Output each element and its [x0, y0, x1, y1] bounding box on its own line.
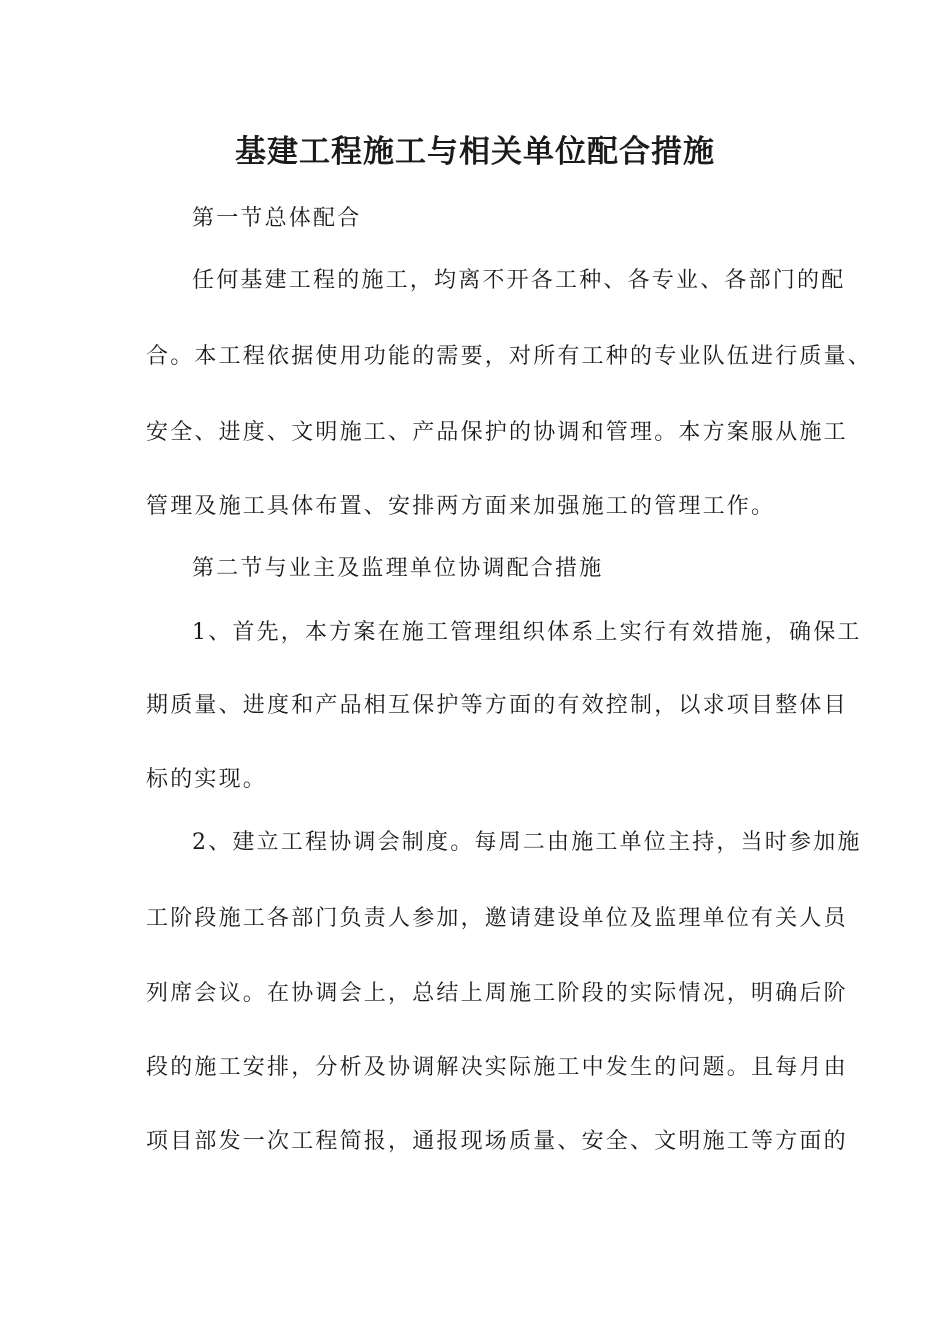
paragraph-line: 工阶段施工各部门负责人参加，邀请建设单位及监理单位有关人员: [146, 906, 848, 931]
paragraph-line: 标的实现。: [146, 767, 268, 792]
paragraph-line: 安全、进度、文明施工、产品保护的协调和管理。本方案服从施工: [146, 420, 848, 445]
paragraph-line: 管理及施工具体布置、安排两方面来加强施工的管理工作。: [146, 494, 776, 519]
paragraph-line: 任何基建工程的施工，均离不开各工种、各专业、各部门的配: [192, 268, 846, 293]
paragraph-line: 段的施工安排，分析及协调解决实际施工中发生的问题。且每月由: [146, 1055, 848, 1080]
paragraph-line: 合。本工程依据使用功能的需要，对所有工种的专业队伍进行质量、: [146, 344, 873, 369]
document-title: 基建工程施工与相关单位配合措施: [235, 134, 715, 170]
section-heading-2: 第二节与业主及监理单位协调配合措施: [192, 556, 604, 581]
paragraph-line: 1、首先，本方案在施工管理组织体系上实行有效措施，确保工: [192, 620, 862, 645]
paragraph-line: 期质量、进度和产品相互保护等方面的有效控制，以求项目整体目: [146, 693, 848, 718]
section-heading-1: 第一节总体配合: [192, 206, 362, 231]
paragraph-line: 项目部发一次工程简报，通报现场质量、安全、文明施工等方面的: [146, 1129, 848, 1154]
paragraph-line: 列席会议。在协调会上，总结上周施工阶段的实际情况，明确后阶: [146, 981, 848, 1006]
paragraph-line: 2、建立工程协调会制度。每周二由施工单位主持，当时参加施: [192, 830, 862, 855]
